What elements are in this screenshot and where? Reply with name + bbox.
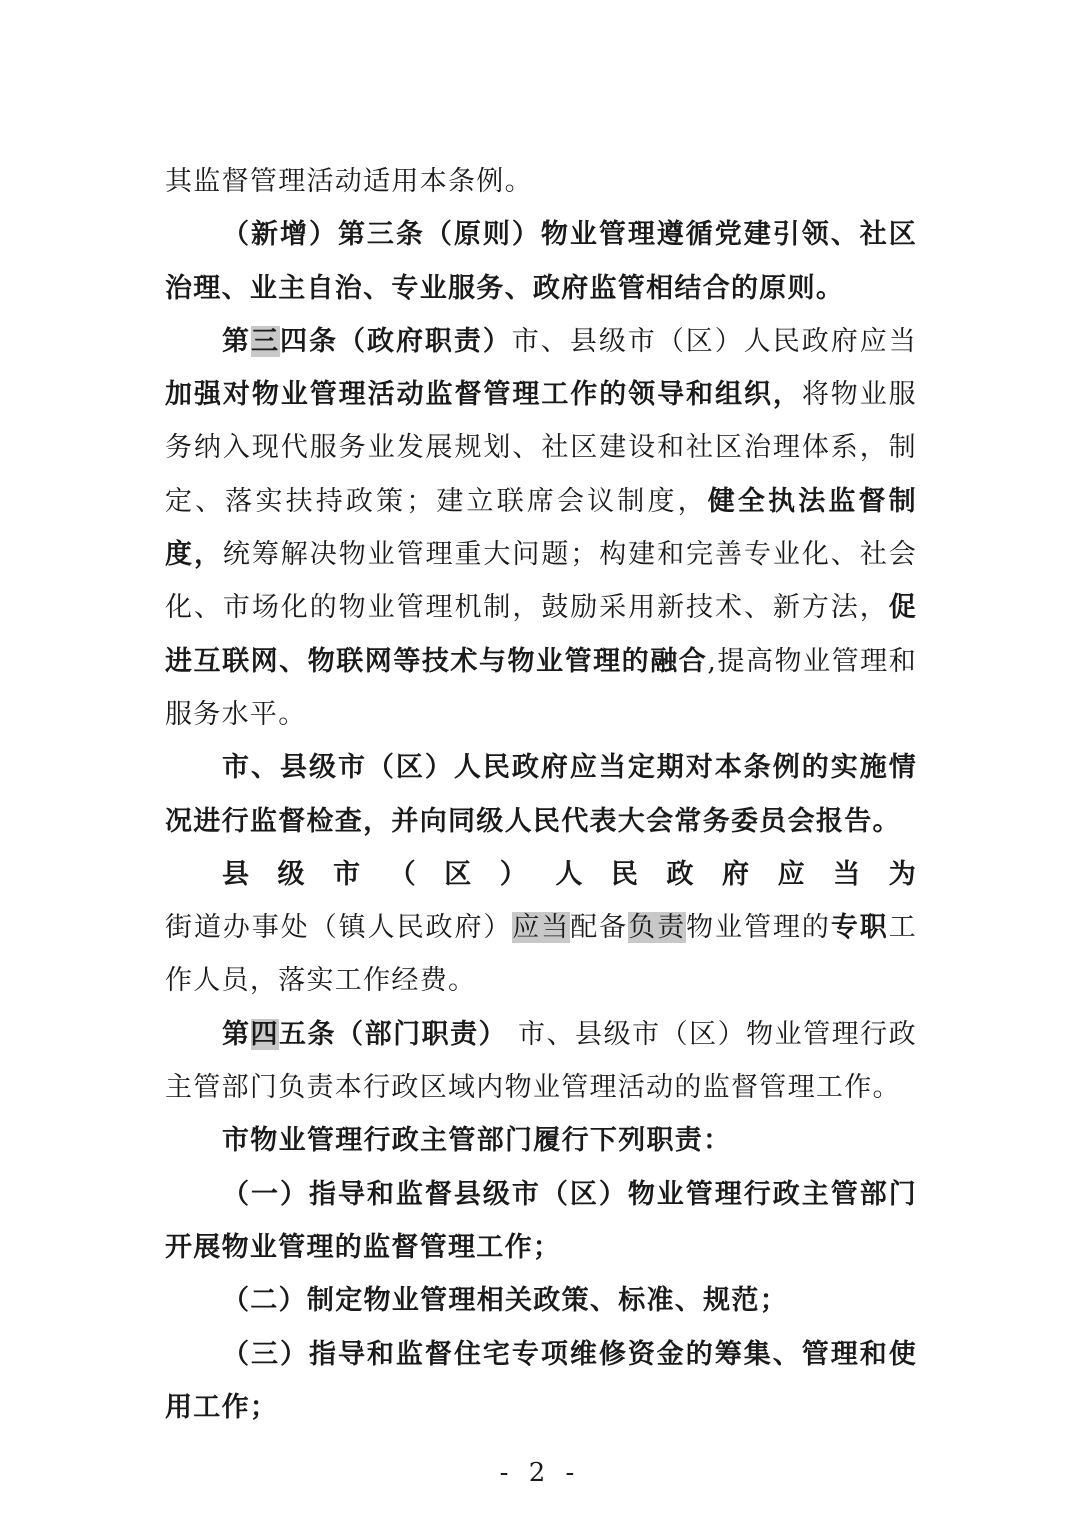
text-run: （新增）第三条（原则）物业管理遵循党建引领、社区治理、业主自治、专业服务、政府监管相结合的原则。 <box>165 219 917 304</box>
paragraph-staffing <box>165 848 917 1008</box>
highlighted-text: 负责 <box>628 912 687 944</box>
paragraph-article-5 <box>165 1008 917 1115</box>
text-run: 工作人员，落实工作经费。 <box>165 912 918 997</box>
text-run: 第 <box>222 1018 251 1050</box>
highlighted-text: 四 <box>250 1018 280 1050</box>
text-run: 加强对物业管理活动监督管理工作的领导和组织， <box>165 379 802 411</box>
text-run: （一）指导和监督县级市（区）物业管理行政主管部门开展物业管理的监督管理工作； <box>165 1178 917 1263</box>
page-number: - 2 - <box>499 1458 581 1488</box>
text-run: （三）指导和监督住宅专项维修资金的筹集、管理和使用工作； <box>165 1338 917 1423</box>
text-run: 第 <box>222 325 251 357</box>
text-run: 街道办事处（镇人民政府） <box>165 912 513 944</box>
document-body <box>165 155 917 1434</box>
text-run: 将物业服务纳入现代服务业发展规划、社区建设和社区治理体系，制定、落实扶持政策；建立联席会议制度， <box>165 379 917 517</box>
text-run: （二）制定物业管理相关政策、标准、规范； <box>222 1285 788 1317</box>
text-run: 健全执法监督制度， <box>165 485 917 571</box>
text-run: ,提高物业管理和服务水平。 <box>165 645 917 730</box>
list-item-2 <box>165 1274 917 1327</box>
paragraph-1 <box>165 155 917 208</box>
text-run: 其监督管理活动适用本条例。 <box>165 166 533 197</box>
highlighted-text: 应当 <box>512 912 571 944</box>
paragraph-article-4 <box>165 315 917 741</box>
highlighted-text: 三 <box>251 325 280 357</box>
text-run: 市物业管理行政主管部门履行下列职责： <box>222 1125 732 1157</box>
text-run: 物业管理的 <box>686 912 831 944</box>
list-item-3 <box>165 1328 917 1435</box>
text-run: 专职 <box>830 912 889 944</box>
text-run: 县级市（区）人民政府应当为 <box>222 858 917 890</box>
text-run: 统筹解决物业管理重大问题；构建和完善专业化、社会化、市场化的物业管理机制，鼓励采用新技术、新方法， <box>165 539 917 624</box>
text-run: 配备 <box>570 912 629 944</box>
paragraph-supervision <box>165 741 917 848</box>
text-run: 四条（政府职责） <box>280 325 512 357</box>
text-run: 促进互联网、物联网等技术与物业管理的融合 <box>165 592 917 677</box>
paragraph-article-3 <box>165 208 917 315</box>
text-run: 市、县级市（区）人民政府应当 <box>511 325 918 357</box>
text-run: 五条（部门职责） <box>279 1018 519 1050</box>
text-run: 市、县级市（区）物业管理行政主管部门负责本行政区域内物业管理活动的监督管理工作。 <box>165 1018 917 1104</box>
text-run: 市、县级市（区）人民政府应当定期对本条例的实施情况进行监督检查，并向同级人民代表大会常务委员会报告。 <box>165 752 917 837</box>
list-item-1 <box>165 1168 917 1275</box>
paragraph-duties-intro <box>165 1114 917 1167</box>
